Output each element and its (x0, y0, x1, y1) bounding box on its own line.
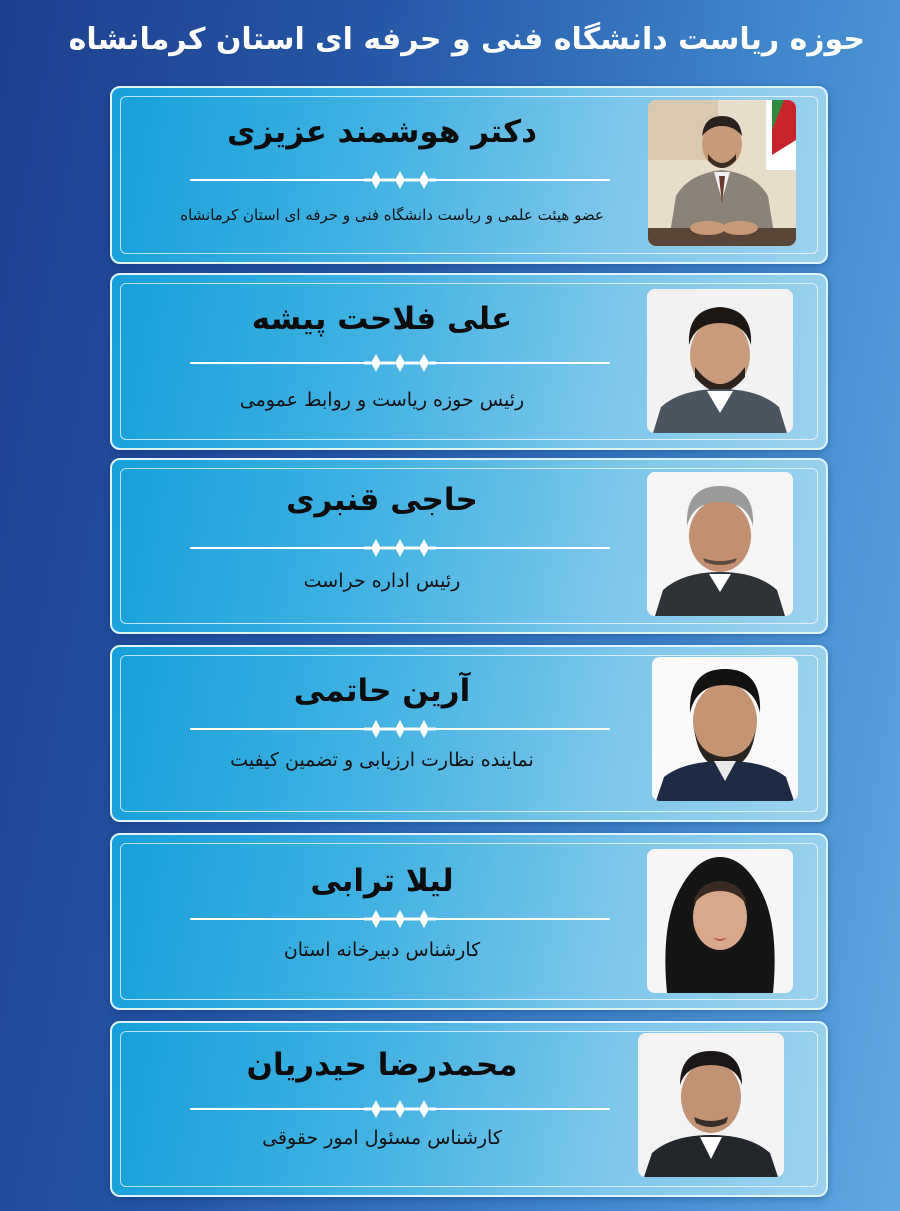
ornament-divider (190, 353, 610, 373)
member-card-1 (110, 86, 828, 264)
diamond-ornament-icon (364, 538, 436, 558)
member-card-2 (110, 273, 828, 450)
member-role: نماینده نظارت ارزیابی و تضمین کیفیت (230, 749, 534, 771)
member-photo (647, 289, 793, 433)
ornament-divider (190, 1099, 610, 1119)
ornament-divider (190, 170, 610, 190)
member-photo (648, 100, 796, 246)
ornament-divider (190, 719, 610, 739)
portrait-office-man-icon (648, 100, 796, 246)
page-title: حوزه ریاست دانشگاه فنی و حرفه ای استان کرمانشاه (68, 22, 865, 57)
member-role: عضو هیئت علمی و ریاست دانشگاه فنی و حرفه ای استان کرمانشاه (180, 206, 604, 224)
member-name: علی فلاحت پیشه (251, 301, 513, 337)
member-name: محمدرضا حیدریان (246, 1047, 518, 1083)
portrait-man-suit-icon (638, 1033, 784, 1177)
member-photo (652, 657, 798, 801)
diamond-ornament-icon (364, 719, 436, 739)
diamond-ornament-icon (364, 909, 436, 929)
member-card-5 (110, 833, 828, 1010)
member-name: لیلا ترابی (310, 863, 454, 899)
diamond-ornament-icon (364, 170, 436, 190)
member-photo (647, 849, 793, 993)
member-card-4 (110, 645, 828, 822)
portrait-man-gray-hair-icon (647, 472, 793, 616)
portrait-woman-hijab-icon (647, 849, 793, 993)
member-role: رئیس اداره حراست (303, 570, 461, 592)
member-role: کارشناس مسئول امور حقوقی (262, 1127, 502, 1149)
ornament-divider (190, 538, 610, 558)
member-role: رئیس حوزه ریاست و روابط عمومی (239, 389, 525, 411)
member-photo (647, 472, 793, 616)
diamond-ornament-icon (364, 353, 436, 373)
diamond-ornament-icon (364, 1099, 436, 1119)
portrait-man-beard-icon (652, 657, 798, 801)
member-name: دکتر هوشمند عزیزی (226, 114, 537, 150)
member-name: آرین حاتمی (293, 673, 471, 709)
member-role: کارشناس دبیرخانه استان (283, 939, 481, 961)
member-photo (638, 1033, 784, 1177)
member-card-3 (110, 458, 828, 634)
member-name: حاجی قنبری (286, 482, 478, 518)
ornament-divider (190, 909, 610, 929)
portrait-man-icon (647, 289, 793, 433)
member-card-6 (110, 1021, 828, 1197)
